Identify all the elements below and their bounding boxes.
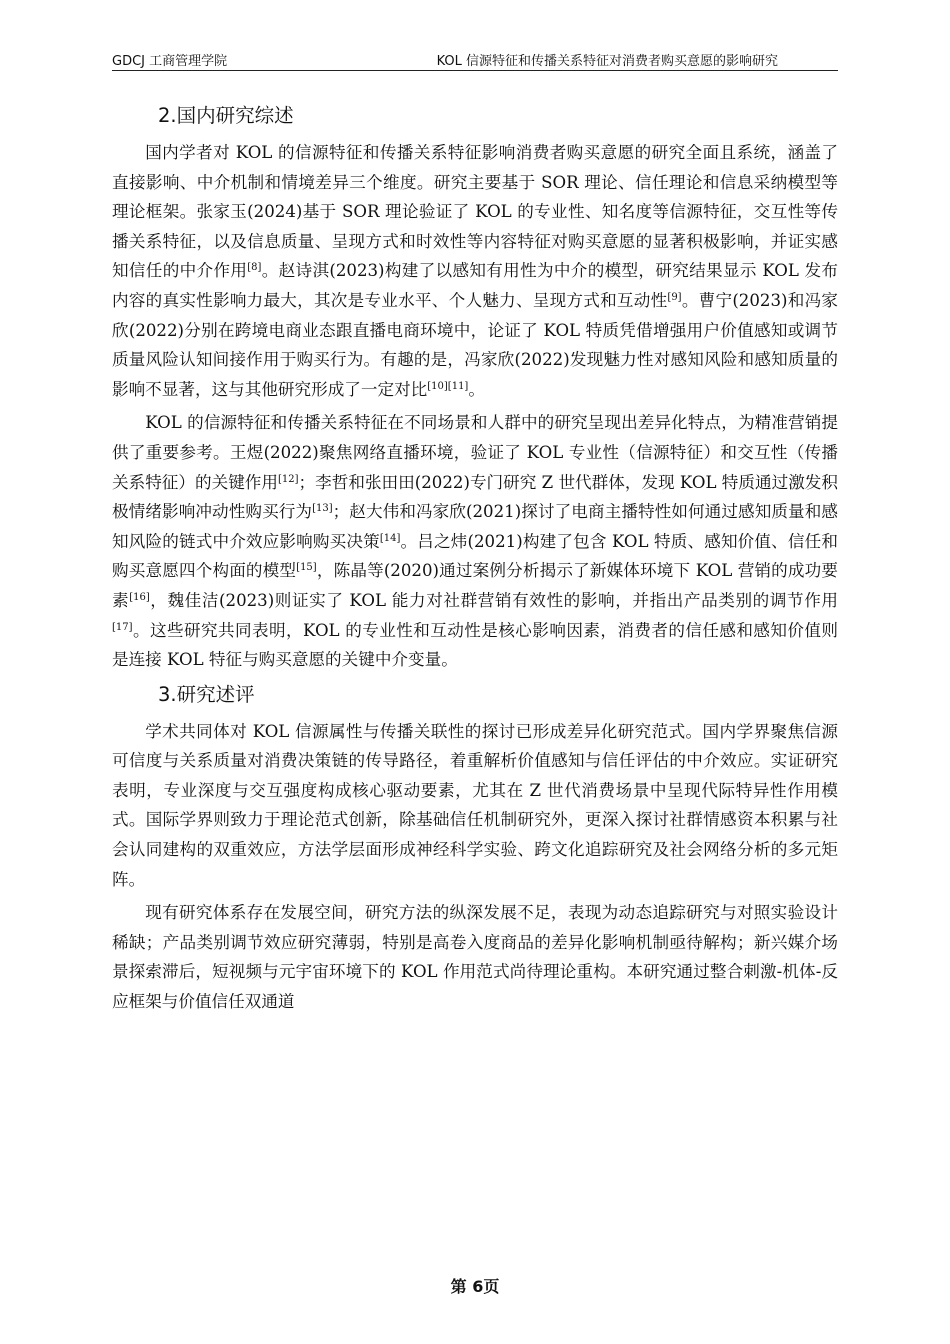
header-thesis-title: KOL 信源特征和传播关系特征对消费者购买意愿的影响研究 [436, 54, 778, 69]
citation: [13] [312, 503, 333, 515]
text-run: 国内学者对 KOL 的信源特征和传播关系特征影响消费者购买意愿的研究全面且系统，涵盖了直接影响、中介机制和情境差异三个维度。研究主要基于 SOR 理论、信任理论和信息采纳模型等理论框架。张家玉(2024)基于 SOR 理论验证了 KOL 的专业性、知名度等信源特征，交互性等传播关系特征，以及信息质量、呈现方式和时效性等内容特征对购买意愿的显著积极影响，并证实感知信任的中介作用 [112, 143, 838, 281]
citation: [10][11] [427, 380, 469, 392]
running-header [112, 48, 838, 71]
paragraph-research-review-2: 现有研究体系存在发展空间，研究方法的纵深发展不足，表现为动态追踪研究与对照实验设计稀缺；产品类别调节效应研究薄弱，特别是高卷入度商品的差异化影响机制亟待解构；新兴媒介场景探索滞后，短视频与元宇宙环境下的 KOL 作用范式尚待理论重构。本研究通过整合刺激-机体-反应框架与价值信任双通道 [112, 903, 838, 1012]
section-heading-domestic-review: 2.国内研究综述 [158, 104, 294, 127]
text-run: 。赵诗淇(2023)构建了以感知有用性为中介的模型，研究结果显示 KOL 发布内容的真实性影响力最大，其次是专业水平、个人魅力、呈现方式和互动性 [112, 261, 838, 310]
citation: [16] [129, 591, 150, 603]
text-run: 。曹宁(2023)和冯家欣(2022)分别在跨境电商业态跟直播电商环境中，论证了 KOL 特质凭借增强用户价值感知或调节质量风险认知间接作用于购买行为。有趣的是，冯家欣(2022)发现魅力性对感知风险和感知质量的影响不显著，这与其他研究形成了一定对比 [112, 290, 838, 399]
text-run: 。这些研究共同表明，KOL 的专业性和互动性是核心影响因素，消费者的信任感和感知价值则是连接 KOL 特征与购买意愿的关键中介变量。 [112, 620, 838, 670]
text-run: ；李哲和张田田(2022)专门研究 Z 世代群体，发现 KOL 特质通过激发积极情绪影响冲动性购买行为 [112, 472, 838, 522]
text-run: ，魏佳洁(2023)则证实了 KOL 能力对社群营销有效性的影响，并指出产品类别的调节作用 [149, 590, 838, 610]
text-run: 。 [468, 379, 485, 399]
citation: [17] [112, 621, 133, 633]
page-number: 第 6页 [450, 1277, 500, 1296]
citation: [12] [278, 473, 299, 485]
body-content [112, 102, 838, 1021]
text-run: 。吕之炜(2021)构建了包含 KOL 特质、感知价值、信任和购买意愿四个构面的模型 [112, 531, 838, 581]
citation: [8] [247, 262, 262, 274]
text-run: ；赵大伟和冯家欣(2021)探讨了电商主播特性如何通过感知质量和感知风险的链式中介效应影响购买决策 [112, 502, 838, 551]
header-institution: GDCJ 工商管理学院 [112, 54, 228, 69]
section-heading-research-review: 3.研究述评 [158, 682, 255, 706]
text-run: KOL 的信源特征和传播关系特征在不同场景和人群中的研究呈现出差异化特点，为精准营销提供了重要参考。王煜(2022)聚焦网络直播环境，验证了 KOL 专业性（信源特征）和交互性（传播关系特征）的关键作用 [112, 413, 838, 492]
citation: [15] [296, 562, 317, 574]
citation: [9] [667, 291, 682, 303]
paragraph-research-review-1: 学术共同体对 KOL 信源属性与传播关联性的探讨已形成差异化研究范式。国内学界聚焦信源可信度与关系质量对消费决策链的传导路径，着重解析价值感知与信任评估的中介效应。实证研究表明，专业深度与交互强度构成核心驱动要素，尤其在 Z 世代消费场景中呈现代际特异性作用模式。国际学界则致力于理论范式创新，除基础信任机制研究外，更深入探讨社群情感资本积累与社会认同建构的双重效应，方法学层面形成神经科学实验、跨文化追踪研究及社会网络分析的多元矩阵。 [112, 721, 838, 889]
citation: [14] [379, 532, 401, 544]
paragraph-domestic-review-2 [112, 408, 838, 674]
paragraph-domestic-review-1 [112, 138, 838, 404]
text-run: ，陈晶等(2020)通过案例分析揭示了新媒体环境下 KOL 营销的成功要素 [112, 561, 838, 610]
